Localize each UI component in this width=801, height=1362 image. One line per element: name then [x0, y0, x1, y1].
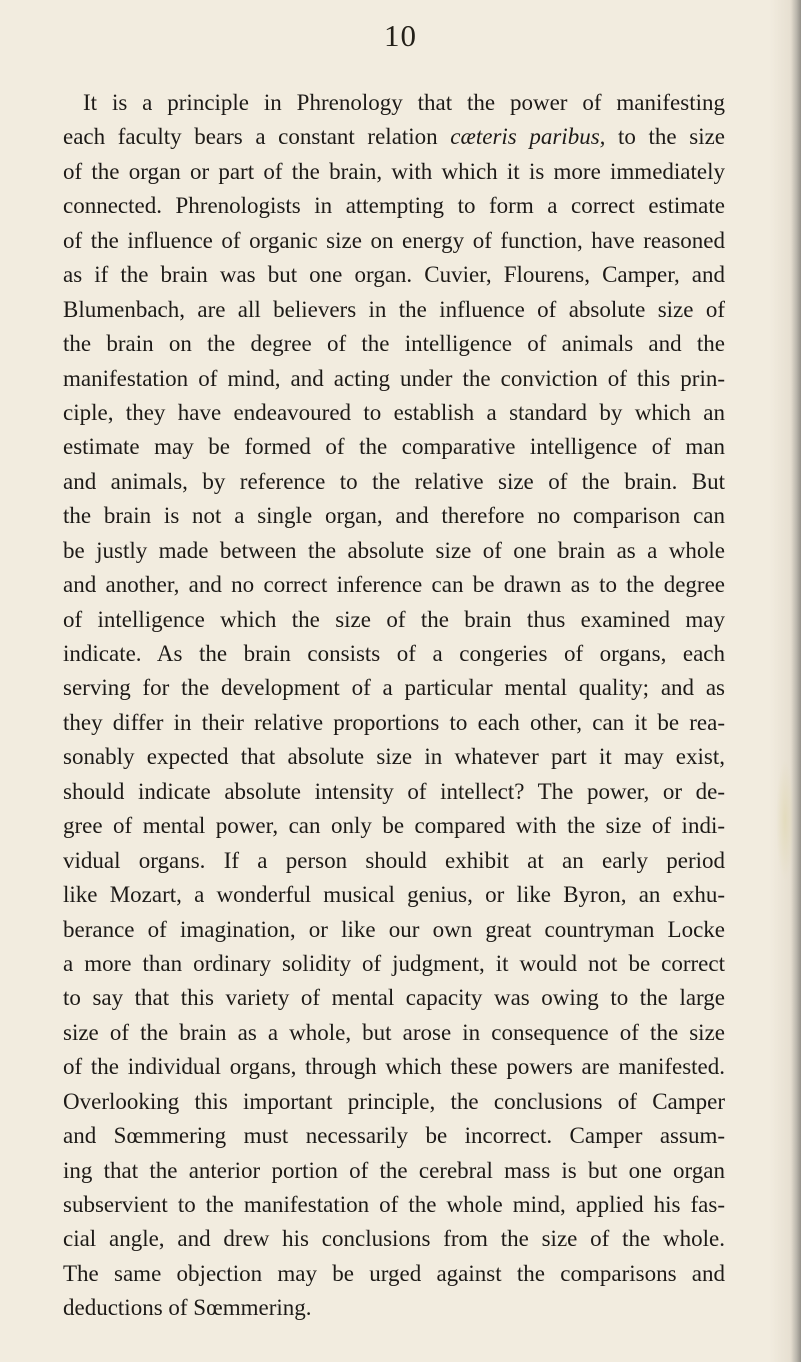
- text-line: be justly made between the absolute size of one brain as a whole: [63, 537, 725, 563]
- text-line: of the organ or part of the brain, with which it is more immediately: [63, 158, 725, 184]
- text-line: and animals, by reference to the relative size of the brain. But: [63, 468, 725, 494]
- text-line: subservient to the manifestation of the whole mind, applied his fas-: [63, 1192, 725, 1217]
- text-line: manifestation of mind, and acting under the conviction of this prin-: [63, 365, 725, 391]
- text-line: The same objection may be urged against the comparisons and: [63, 1260, 725, 1286]
- text-line: cial angle, and drew his conclusions from the size of the whole.: [63, 1226, 725, 1252]
- text-line: as if the brain was but one organ. Cuvier, Flourens, Camper, and: [63, 262, 725, 288]
- text-line: indicate. As the brain consists of a congeries of organs, each: [63, 641, 725, 666]
- body-text: [63, 86, 725, 1326]
- text-line: they differ in their relative proportions to each other, can it be rea-: [63, 709, 725, 735]
- text-line: It is a principle in Phrenology that the power of manifesting: [83, 90, 725, 115]
- text-line: like Mozart, a wonderful musical genius, or like Byron, an exhu-: [63, 882, 725, 908]
- text-line: should indicate absolute intensity of intellect? The power, or de-: [63, 778, 725, 804]
- text-line: vidual organs. If a person should exhibit at an early period: [63, 847, 725, 873]
- text-line: gree of mental power, can only be compared with the size of indi-: [63, 813, 725, 839]
- text-line: of the influence of organic size on energy of function, have reasoned: [63, 227, 725, 253]
- text-line-last: deductions of Sœmmering.: [63, 1295, 312, 1321]
- text-line: Blumenbach, are all believers in the influence of absolute size of: [63, 296, 725, 322]
- page-number: 10: [384, 18, 417, 53]
- latin-phrase: cæteris paribus,: [450, 124, 606, 150]
- text-line: berance of imagination, or like our own great countryman Locke: [63, 916, 725, 942]
- text-line: [63, 120, 725, 154]
- text-line: to say that this variety of mental capacity was owing to the large: [63, 985, 725, 1011]
- text-line: a more than ordinary solidity of judgment, it would not be correct: [63, 950, 725, 976]
- text-line: the brain on the degree of the intelligence of animals and the: [63, 331, 725, 357]
- text-line: of the individual organs, through which these powers are manifested.: [63, 1054, 725, 1080]
- page-edge-shadow: [791, 0, 801, 1362]
- text-line: estimate may be formed of the comparative intelligence of man: [63, 434, 725, 460]
- text-line: the brain is not a single organ, and therefore no comparison can: [63, 503, 725, 529]
- text-line: ing that the anterior portion of the cerebral mass is but one organ: [63, 1157, 725, 1183]
- text-line: and another, and no correct inference can be drawn as to the degree: [63, 572, 725, 598]
- text-line: sonably expected that absolute size in whatever part it may exist,: [63, 744, 725, 770]
- text-line: size of the brain as a whole, but arose in consequence of the size: [63, 1019, 725, 1045]
- text-line-start: each faculty bears a constant relation: [63, 124, 451, 150]
- text-line: connected. Phrenologists in attempting to form a correct estimate: [63, 193, 725, 219]
- text-line: serving for the development of a particular mental quality; and as: [63, 675, 725, 701]
- text-line: and Sœmmering must necessarily be incorrect. Camper assum-: [63, 1123, 725, 1149]
- paper-stain: [776, 760, 794, 880]
- text-line: ciple, they have endeavoured to establish a standard by which an: [63, 399, 725, 425]
- text-line: of intelligence which the size of the brain thus examined may: [63, 606, 725, 632]
- text-line-end: to the size: [605, 124, 725, 150]
- text-line: Overlooking this important principle, the conclusions of Camper: [63, 1088, 725, 1114]
